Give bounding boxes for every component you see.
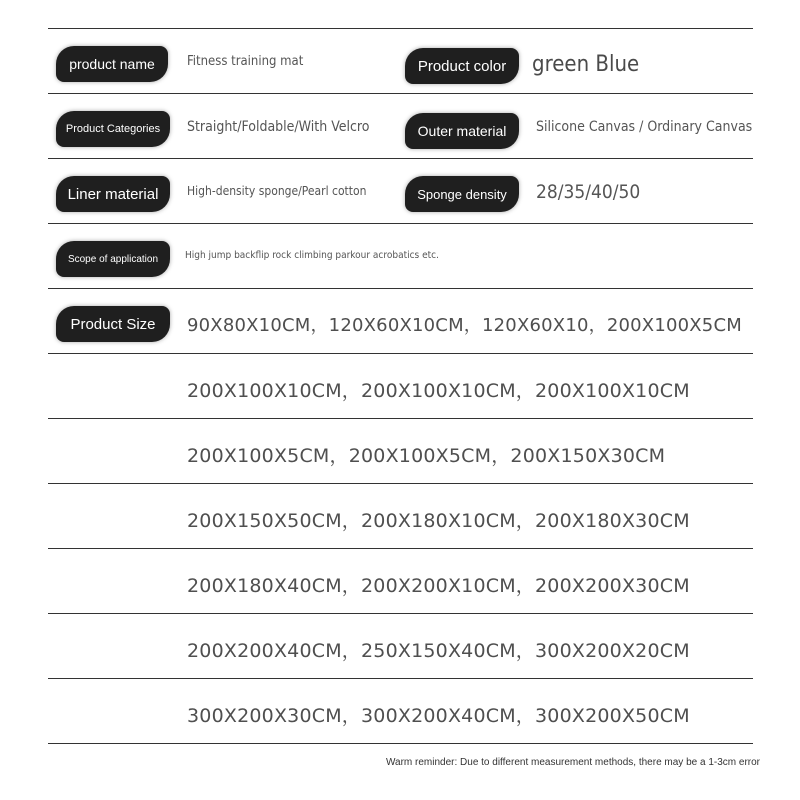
sponge-density-value: 28/35/40/50 bbox=[536, 181, 641, 203]
size-line: 200X150X50CM，200X180X10CM，200X180X30CM bbox=[187, 510, 690, 532]
product-color-label bbox=[405, 48, 519, 84]
product-color-label-text: Product color bbox=[417, 57, 507, 75]
divider bbox=[48, 483, 753, 484]
sponge-density-label-text: Sponge density bbox=[417, 186, 507, 202]
product-categories-value: Straight/Foldable/With Velcro bbox=[187, 119, 370, 135]
divider bbox=[48, 353, 753, 354]
divider bbox=[48, 158, 753, 159]
scope-of-application-value: High jump backflip rock climbing parkour acrobatics etc. bbox=[185, 250, 439, 261]
outer-material-label-text: Outer material bbox=[417, 123, 507, 139]
product-categories-label bbox=[56, 111, 170, 147]
divider bbox=[48, 28, 753, 29]
divider bbox=[48, 743, 753, 744]
outer-material-value: Silicone Canvas / Ordinary Canvas bbox=[536, 119, 753, 135]
liner-material-value: High-density sponge/Pearl cotton bbox=[187, 184, 367, 198]
divider bbox=[48, 223, 753, 224]
product-name-label-text: product name bbox=[69, 56, 155, 72]
liner-material-label bbox=[56, 176, 170, 212]
size-line: 300X200X30CM，300X200X40CM，300X200X50CM bbox=[187, 705, 690, 727]
product-name-value: Fitness training mat bbox=[187, 54, 304, 69]
size-line: 200X100X5CM，200X100X5CM，200X150X30CM bbox=[187, 445, 666, 467]
size-line: 200X100X10CM，200X100X10CM，200X100X10CM bbox=[187, 380, 690, 402]
scope-of-application-label-text: Scope of application bbox=[67, 253, 159, 265]
product-size-label bbox=[56, 306, 170, 342]
divider bbox=[48, 548, 753, 549]
liner-material-label-text: Liner material bbox=[67, 185, 159, 203]
sponge-density-label bbox=[405, 176, 519, 212]
product-name-label bbox=[56, 46, 168, 82]
divider bbox=[48, 613, 753, 614]
product-categories-label-text: Product Categories bbox=[65, 123, 161, 135]
size-line: 90X80X10CM，120X60X10CM，120X60X10，200X100X5CM bbox=[187, 315, 742, 336]
divider bbox=[48, 678, 753, 679]
divider bbox=[48, 418, 753, 419]
product-color-value: green Blue bbox=[532, 52, 640, 77]
scope-of-application-label bbox=[56, 241, 170, 277]
outer-material-label bbox=[405, 113, 519, 149]
divider bbox=[48, 288, 753, 289]
warm-reminder: Warm reminder: Due to different measurement methods, there may be a 1-3cm error bbox=[385, 757, 760, 768]
product-size-label-text: Product Size bbox=[70, 315, 156, 333]
divider bbox=[48, 93, 753, 94]
size-line: 200X200X40CM，250X150X40CM，300X200X20CM bbox=[187, 640, 690, 662]
size-line: 200X180X40CM，200X200X10CM，200X200X30CM bbox=[187, 575, 690, 597]
